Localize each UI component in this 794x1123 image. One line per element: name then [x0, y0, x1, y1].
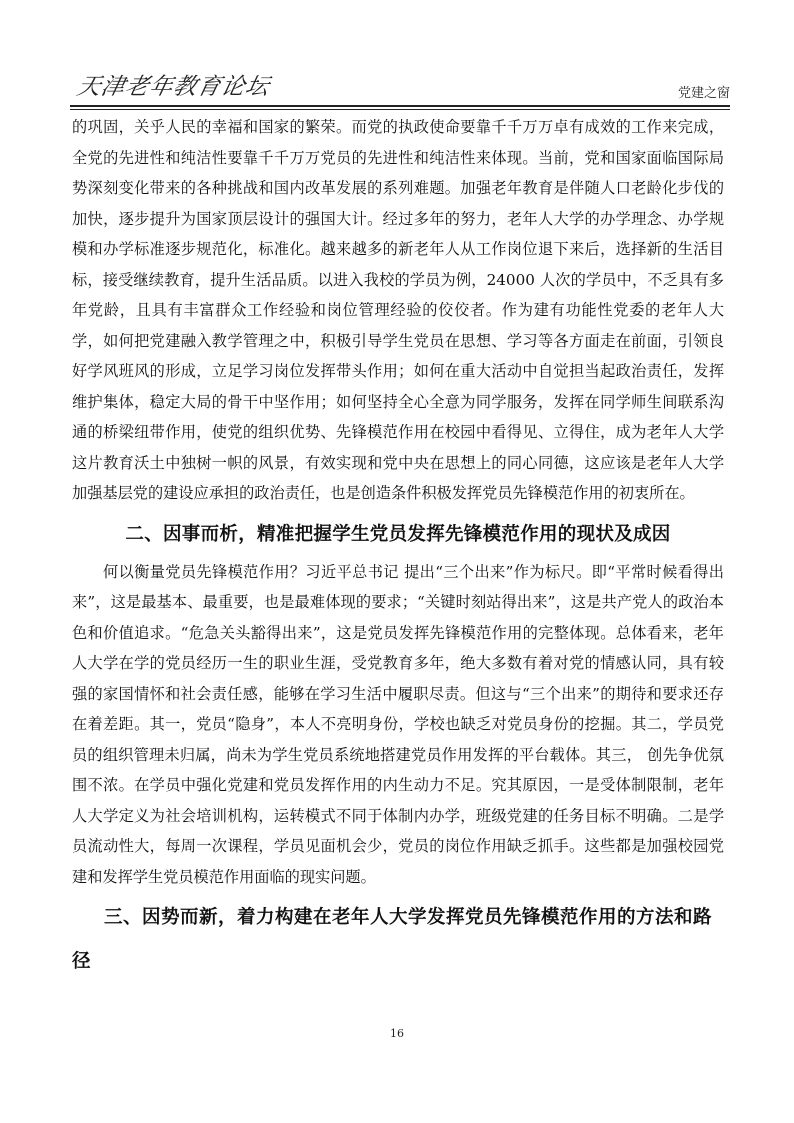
page-number: 16	[390, 1027, 404, 1040]
header-rule-thin	[70, 109, 730, 110]
section-heading-2: 二、因事而析，精准把握学生党员发挥先锋模范作用的现状及成因	[125, 523, 671, 545]
section-heading-3: 三、因势而新，着力构建在老年人大学发挥党员先锋模范作用的方法和路径	[72, 907, 713, 972]
journal-logo: 天津老年教育论坛	[74, 74, 273, 100]
page-header	[70, 62, 730, 112]
section-label: 党建之窗	[677, 86, 730, 101]
header-rule-thick	[70, 105, 730, 107]
paragraph-2: 何以衡量党员先锋模范作用？习近平总书记 提出“三个出来”作为标尺。即“平常时候看得出来”，这是最基本、最重要，也是最难体现的要求；“关键时刻站得出来”，这是共产党人的政治本色和价值追求。“危急关头豁得出来”，这是党员发挥先锋模范作用的完整体现。总体看来，老年人大学在学的党员经历一生的职业生涯，受党教育多年，绝大多数有着对党的情感认同，具有较强的家国情怀和社会责任感，能够在学习生活中履职尽责。但这与“三个出来”的期待和要求还存在着差距。其一，党员“隐身”，本人不亮明身份，学校也缺乏对党员身份的挖掘。其二，学员党员的组织管理未归属，尚未为学生党员系统地搭建党员作用发挥的平台载体。其三， 创先争优氛围不浓。在学员中强化党建和党员发挥作用的内生动力不足。究其原因，一是受体制限制，老年人大学定义为社会培训机构，运转模式不同于体制内办学，班级党建的任务目标不明确。二是学员流动性大，每周一次课程，学员见面机会少，党员的岗位作用缺乏抓手。这些都是加强校园党建和发挥学生党员模范作用面临的现实问题。	[72, 562, 724, 886]
article-body	[72, 112, 724, 984]
paragraph-1: 的巩固，关乎人民的幸福和国家的繁荣。而党的执政使命要靠千千万万卓有成效的工作来完成，全党的先进性和纯洁性要靠千千万万党员的先进性和纯洁性来体现。当前，党和国家面临国际局势深刻变化带来的各种挑战和国内改革发展的系列难题。加强老年教育是伴随人口老龄化步伐的加快，逐步提升为国家顶层设计的强国大计。经过多年的努力，老年人大学的办学理念、办学规模和办学标准逐步规范化，标准化。越来越多的新老年人从工作岗位退下来后，选择新的生活目标，接受继续教育，提升生活品质。以进入我校的学员为例，24000 人次的学员中，不乏具有多年党龄，且具有丰富群众工作经验和岗位管理经验的佼佼者。作为建有功能性党委的老年人大学，如何把党建融入教学管理之中，积极引导学生党员在思想、学习等各方面走在前面，引领良好学风班风的形成，立足学习岗位发挥带头作用；如何在重大活动中自觉担当起政治责任，发挥维护集体，稳定大局的骨干中坚作用；如何坚持全心全意为同学服务，发挥在同学师生间联系沟通的桥梁纽带作用，使党的组织优势、先锋模范作用在校园中看得见、立得住，成为老年人大学这片教育沃土中独树一帜的风景，有效实现和党中央在思想上的同心同德，这应该是老年人大学加强基层党的建设应承担的政治责任，也是创造条件积极发挥党员先锋模范作用的初衷所在。	[72, 118, 724, 502]
